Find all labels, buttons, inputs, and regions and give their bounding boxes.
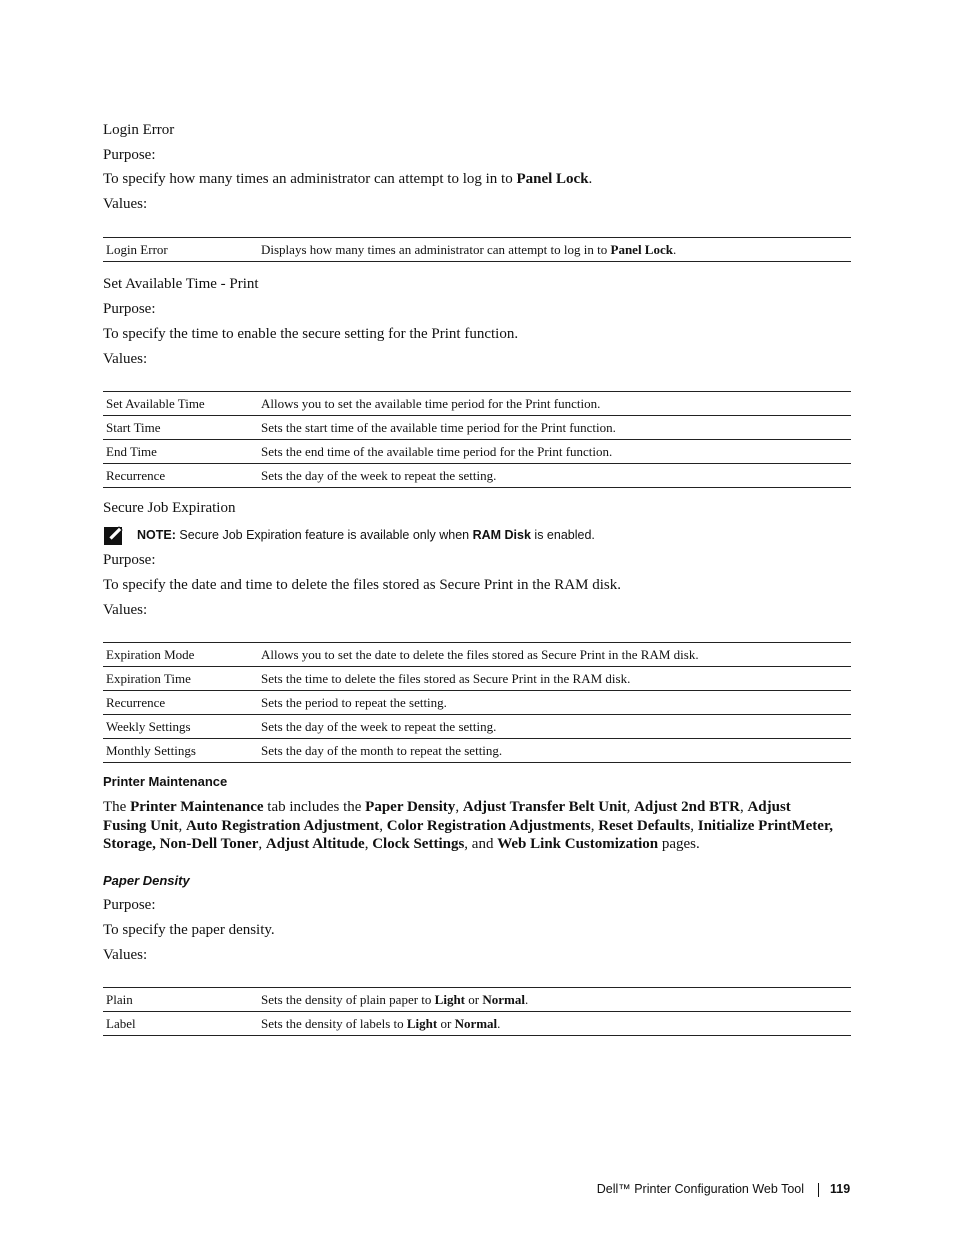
paragraph-text: ,: [178, 817, 186, 834]
printer-maintenance-heading: Printer Maintenance: [103, 774, 228, 789]
paragraph-text: ,: [258, 836, 266, 852]
secure-job-purpose-label: Purpose:: [103, 552, 156, 568]
set-time-purpose: To specify the time to enable the secure setting for the Print function.: [103, 326, 519, 342]
table-key: End Time: [103, 440, 255, 464]
paragraph-text: ,: [739, 799, 748, 815]
bold-term: Adjust 2nd BTR: [634, 799, 740, 815]
table-desc: Sets the day of the month to repeat the setting.: [255, 739, 851, 763]
table-row: [103, 643, 851, 667]
footer-divider: [818, 1183, 819, 1197]
table-row: [103, 392, 851, 416]
table-key: Recurrence: [103, 691, 255, 715]
paragraph-text: ,: [690, 817, 698, 834]
login-error-heading: Login Error: [103, 122, 175, 138]
secure-job-table: [103, 642, 851, 763]
paper-density-purpose: To specify the paper density.: [103, 922, 275, 938]
table-desc: Allows you to set the date to delete the files stored as Secure Print in the RAM disk.: [255, 643, 851, 667]
bold-term: Auto Registration Adjustment: [185, 817, 380, 834]
bold-term: Printer Maintenance: [130, 799, 264, 815]
paragraph-text: tab includes the: [263, 799, 366, 815]
secure-job-heading: Secure Job Expiration: [103, 500, 236, 516]
table-desc: Sets the density of plain paper to Light or Normal.: [255, 988, 851, 1012]
paragraph-text: The: [103, 799, 131, 815]
note-icon: [104, 525, 126, 545]
paper-density-heading: Paper Density: [103, 873, 190, 888]
bold-term: Color Registration Adjustments: [386, 817, 591, 834]
paragraph-text: , and: [464, 836, 498, 852]
table-row: [103, 715, 851, 739]
bold-term: Paper Density: [365, 799, 456, 815]
set-time-values-label: Values:: [103, 351, 148, 367]
table-key: Weekly Settings: [103, 715, 255, 739]
table-row: [103, 238, 851, 262]
table-key: Set Available Time: [103, 392, 255, 416]
table-key: Start Time: [103, 416, 255, 440]
table-key: Expiration Mode: [103, 643, 255, 667]
page-number: 119: [830, 1182, 851, 1196]
bold-term: Adjust Fusing Unit: [103, 799, 791, 834]
bold-term: Clock Settings: [372, 836, 465, 852]
paragraph-text: ,: [364, 836, 373, 852]
login-error-values-label: Values:: [103, 196, 148, 212]
table-key: Expiration Time: [103, 667, 255, 691]
paragraph-text: ,: [379, 817, 387, 834]
table-key: Recurrence: [103, 464, 255, 488]
note-text: NOTE: Secure Job Expiration feature is available only when RAM Disk is enabled.: [137, 528, 595, 542]
table-desc: Sets the end time of the available time period for the Print function.: [255, 440, 851, 464]
paragraph-text: ,: [455, 799, 463, 815]
table-desc: Sets the period to repeat the setting.: [255, 691, 851, 715]
bold-term: Web Link Customization: [497, 836, 659, 852]
paper-density-table: [103, 987, 851, 1036]
paper-density-purpose-label: Purpose:: [103, 897, 156, 913]
paragraph-text: pages.: [658, 836, 700, 852]
table-desc: Sets the time to delete the files stored as Secure Print in the RAM disk.: [255, 667, 851, 691]
table-row: [103, 739, 851, 763]
bold-term: Reset Defaults: [598, 817, 691, 834]
table-row: [103, 416, 851, 440]
login-error-table: [103, 237, 851, 262]
printer-maintenance-paragraph: [103, 798, 833, 854]
table-desc: Displays how many times an administrator can attempt to log in to Panel Lock.: [255, 238, 851, 262]
table-key: Plain: [103, 988, 255, 1012]
table-key: Label: [103, 1012, 255, 1036]
table-row: [103, 440, 851, 464]
paragraph-text: ,: [590, 817, 599, 834]
login-error-purpose: To specify how many times an administrator can attempt to log in to Panel Lock.: [103, 171, 593, 187]
table-desc: Sets the density of labels to Light or Normal.: [255, 1012, 851, 1036]
secure-job-values-label: Values:: [103, 602, 148, 618]
table-key: Monthly Settings: [103, 739, 255, 763]
footer-title: Dell™ Printer Configuration Web Tool: [596, 1182, 804, 1196]
login-error-purpose-label: Purpose:: [103, 147, 156, 163]
table-row: [103, 988, 851, 1012]
bold-term: Adjust Altitude: [265, 836, 365, 852]
table-row: [103, 667, 851, 691]
table-desc: Sets the start time of the available time period for the Print function.: [255, 416, 851, 440]
set-time-heading: Set Available Time - Print: [103, 276, 259, 292]
set-time-table: [103, 391, 851, 488]
bold-term: Initialize PrintMeter, Storage, Non-Dell Toner: [103, 817, 833, 852]
table-row: [103, 1012, 851, 1036]
table-key: Login Error: [103, 238, 255, 262]
table-row: [103, 464, 851, 488]
table-desc: Sets the day of the week to repeat the setting.: [255, 715, 851, 739]
bold-term: Adjust Transfer Belt Unit: [462, 799, 627, 815]
paragraph-text: ,: [626, 799, 635, 815]
table-desc: Allows you to set the available time period for the Print function.: [255, 392, 851, 416]
table-desc: Sets the day of the week to repeat the setting.: [255, 464, 851, 488]
paper-density-values-label: Values:: [103, 947, 148, 963]
table-row: [103, 691, 851, 715]
set-time-purpose-label: Purpose:: [103, 301, 156, 317]
secure-job-purpose: To specify the date and time to delete the files stored as Secure Print in the RAM disk.: [103, 577, 621, 593]
